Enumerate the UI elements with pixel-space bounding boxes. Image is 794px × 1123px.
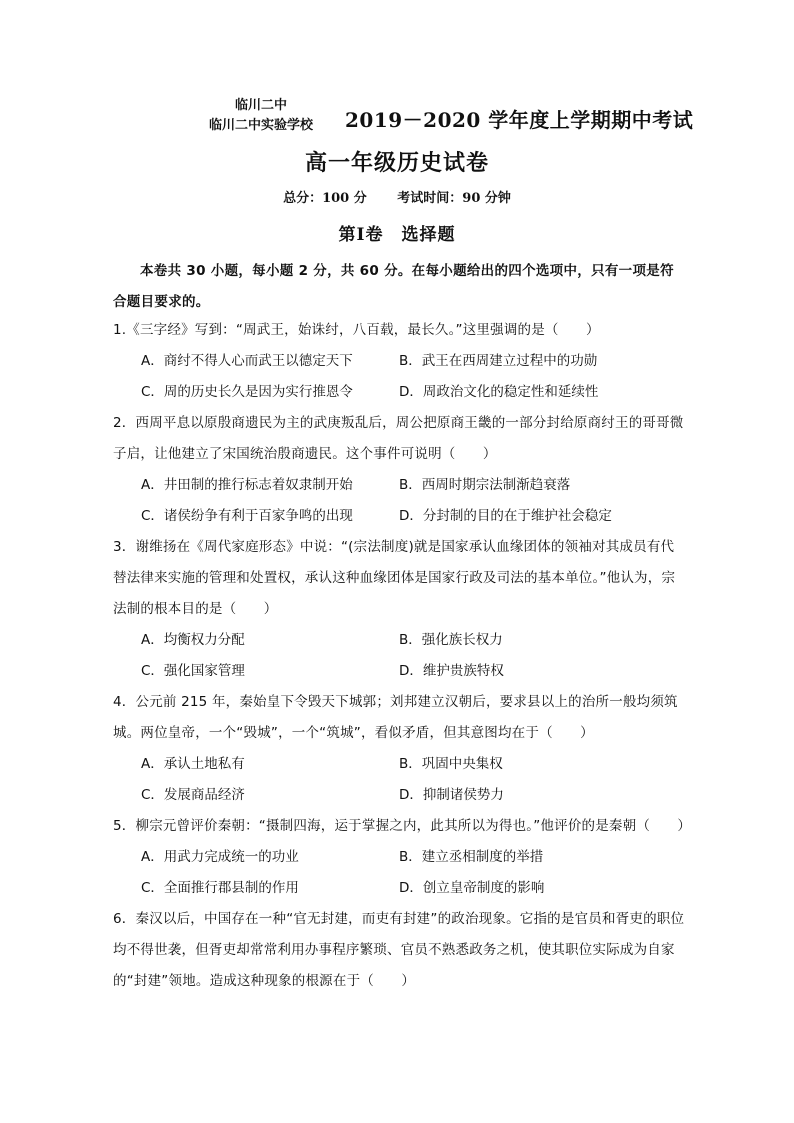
question-stem: 1.《三字经》写到：“周武王，始诛纣，八百载，最长久。”这里强调的是（ ）: [113, 322, 600, 338]
school-name-2: 临川二中实验学校: [208, 118, 313, 133]
option-a: A．用武力完成统一的功业: [141, 849, 299, 865]
question-5: [113, 811, 692, 904]
question-list: [113, 315, 692, 997]
question-stem: 6．秦汉以后，中国存在一种“官无封建，而吏有封建”的政治现象。它指的是官员和胥吏的职位均不得世袭，但胥吏却常常利用办事程序繁琐、官员不熟悉政务之机，使其职位实际成为自家的“封建”领地。造成这种现象的根源在于（ ）: [113, 911, 685, 989]
option-b: B．巩固中央集权: [399, 756, 503, 772]
option-c: C．诸侯纷争有利于百家争鸣的出现: [141, 508, 353, 524]
option-c: C．全面推行郡县制的作用: [141, 880, 299, 896]
section-title: 第Ⅰ卷 选择题: [338, 225, 456, 245]
question-3: [113, 532, 685, 687]
question-stem: 4．公元前 215 年，秦始皇下令毁天下城郭；刘邦建立汉朝后，要求县以上的治所一般均须筑城。两位皇帝，一个“毁城”，一个“筑城”，看似矛盾，但其意图均在于（ ）: [113, 694, 678, 741]
option-list: [113, 346, 685, 408]
paper-title: 高一年级历史试卷: [304, 150, 489, 176]
school-name-1: 临川二中: [234, 98, 287, 113]
option-list: [113, 749, 685, 811]
question-stem: 2．西周平息以原殷商遗民为主的武庚叛乱后，周公把原商王畿的一部分封给原商纣王的哥哥微子启，让他建立了宋国统治殷商遗民。这个事件可说明（ ）: [113, 415, 684, 462]
option-c: C．强化国家管理: [141, 663, 245, 679]
exam-time: 考试时间：90 分钟: [397, 191, 511, 206]
option-c: C．发展商品经济: [141, 787, 245, 803]
option-a: A．商纣不得人心而武王以德定天下: [141, 353, 353, 369]
exam-meta: [0, 187, 794, 206]
exam-title: 2019－2020 学年度上学期期中考试: [345, 108, 694, 132]
option-d: D．周政治文化的稳定性和延续性: [399, 384, 599, 400]
option-c: C．周的历史长久是因为实行推恩令: [141, 384, 353, 400]
question-stem: 5．柳宗元曾评价秦朝：“摄制四海，运于掌握之内，此其所以为得也。”他评价的是秦朝（ ）: [113, 818, 692, 834]
option-a: A．承认土地私有: [141, 756, 245, 772]
option-b: B．西周时期宗法制渐趋衰落: [399, 477, 571, 493]
question-stem: 3．谢维扬在《周代家庭形态》中说：“(宗法制度)就是国家承认血缘团体的领袖对其成员有代替法律来实施的管理和处置权，承认这种血缘团体是国家行政及司法的基本单位。”他认为，宗法制的根本目的是（ ）: [113, 539, 676, 617]
option-d: D．抑制诸侯势力: [399, 787, 504, 803]
option-d: D．分封制的目的在于维护社会稳定: [399, 508, 612, 524]
option-list: [113, 470, 685, 532]
option-d: D．创立皇帝制度的影响: [399, 880, 545, 896]
total-score: 总分：100 分: [283, 191, 367, 206]
option-b: B．建立丞相制度的举措: [399, 849, 544, 865]
instructions: 本卷共 30 小题，每小题 2 分，共 60 分。在每小题给出的四个选项中，只有一项是符合题目要求的。: [113, 263, 674, 310]
option-a: A．均衡权力分配: [141, 632, 245, 648]
question-1: [113, 315, 685, 408]
option-b: B．武王在西周建立过程中的功勋: [399, 353, 598, 369]
option-a: A．井田制的推行标志着奴隶制开始: [141, 477, 353, 493]
question-2: [113, 408, 685, 532]
option-list: [113, 842, 685, 904]
option-d: D．维护贵族特权: [399, 663, 504, 679]
option-list: [113, 625, 685, 687]
school-names: [196, 96, 326, 136]
question-4: [113, 687, 685, 811]
option-b: B．强化族长权力: [399, 632, 503, 648]
question-6: [113, 904, 685, 997]
